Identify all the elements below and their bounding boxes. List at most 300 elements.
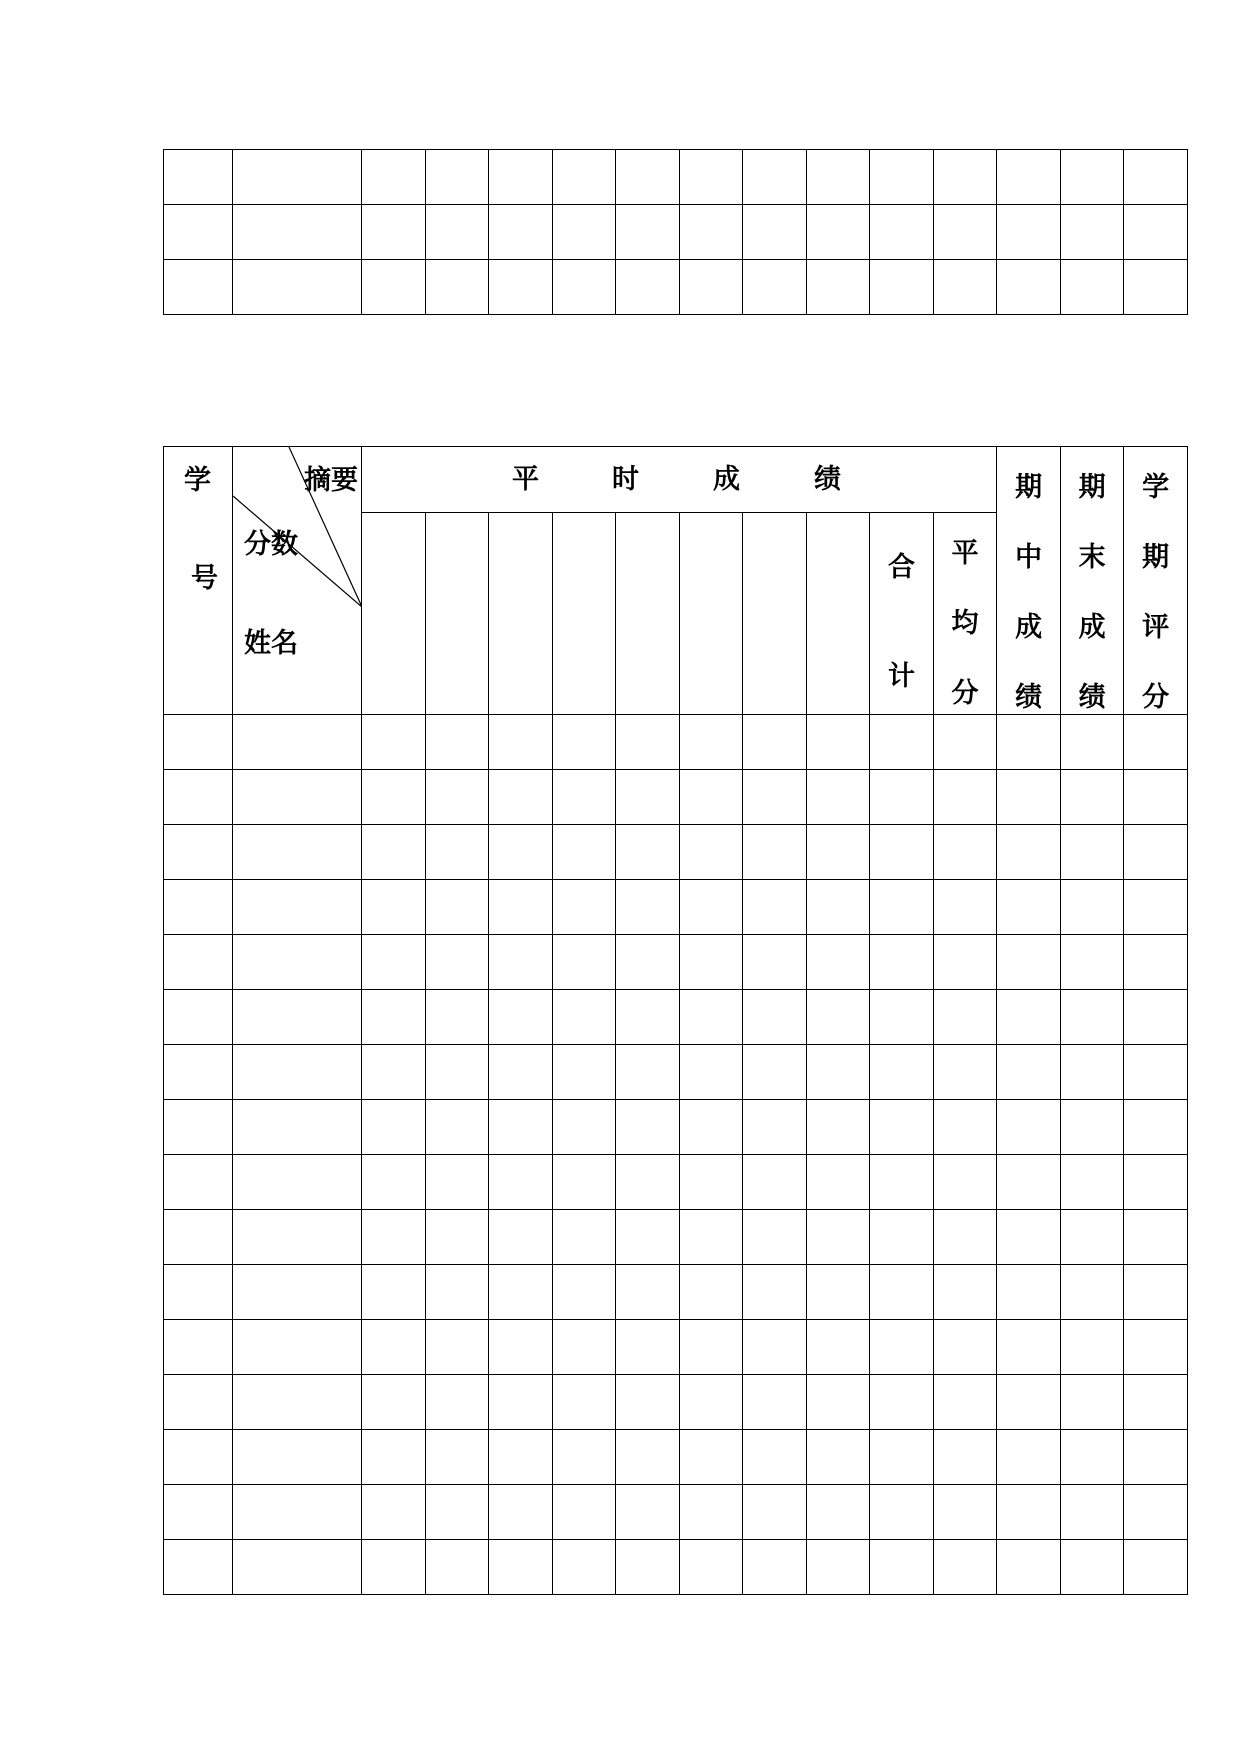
table-cell[interactable] [680, 715, 743, 770]
table-cell[interactable] [1124, 990, 1188, 1045]
table-cell[interactable] [934, 1430, 997, 1485]
table-cell[interactable] [743, 205, 807, 260]
table-cell[interactable] [616, 1155, 680, 1210]
table-cell[interactable] [934, 1540, 997, 1595]
table-cell[interactable] [997, 825, 1061, 880]
table-row [164, 990, 1188, 1045]
table-cell[interactable] [934, 825, 997, 880]
table-row [164, 205, 1188, 260]
table-cell[interactable] [1124, 1045, 1188, 1100]
table-cell[interactable] [164, 1265, 233, 1320]
table-cell[interactable] [743, 1485, 807, 1540]
table-cell[interactable] [426, 880, 489, 935]
table-cell[interactable] [1061, 1430, 1124, 1485]
table-cell[interactable] [1124, 1375, 1188, 1430]
table-cell[interactable] [362, 825, 426, 880]
table-cell[interactable] [616, 1375, 680, 1430]
table-cell[interactable] [233, 715, 362, 770]
regular-score-col-3 [489, 513, 553, 715]
regular-score-col-5 [616, 513, 680, 715]
table-cell[interactable] [680, 1155, 743, 1210]
table-cell[interactable] [680, 825, 743, 880]
table-cell[interactable] [164, 1430, 233, 1485]
table-cell[interactable] [489, 935, 553, 990]
semester-char-2: 期 [1142, 542, 1170, 573]
table-cell[interactable] [1061, 1210, 1124, 1265]
table-cell[interactable] [680, 935, 743, 990]
table-cell[interactable] [233, 1045, 362, 1100]
table-cell[interactable] [870, 935, 934, 990]
table-cell[interactable] [870, 1045, 934, 1100]
table-cell[interactable] [870, 1485, 934, 1540]
table-cell[interactable] [1061, 150, 1124, 205]
table-cell[interactable] [489, 205, 553, 260]
table-cell[interactable] [233, 205, 362, 260]
table-row [164, 150, 1188, 205]
table-cell[interactable] [553, 205, 616, 260]
table-cell[interactable] [807, 770, 870, 825]
table-cell[interactable] [164, 1155, 233, 1210]
table-cell[interactable] [807, 1155, 870, 1210]
table-cell[interactable] [164, 770, 233, 825]
midterm-char-3: 成 [1015, 612, 1043, 643]
table-cell[interactable] [489, 260, 553, 315]
table-cell[interactable] [680, 260, 743, 315]
table-cell[interactable] [934, 150, 997, 205]
table-cell[interactable] [934, 880, 997, 935]
table-cell[interactable] [362, 935, 426, 990]
table-cell[interactable] [807, 1210, 870, 1265]
table-cell[interactable] [934, 1375, 997, 1430]
table-cell[interactable] [489, 150, 553, 205]
table-cell[interactable] [743, 1540, 807, 1595]
table-cell[interactable] [680, 205, 743, 260]
table-cell[interactable] [1061, 1265, 1124, 1320]
table-cell[interactable] [870, 1430, 934, 1485]
table-cell[interactable] [807, 1045, 870, 1100]
table-cell[interactable] [870, 715, 934, 770]
table-cell[interactable] [680, 1485, 743, 1540]
table-cell[interactable] [870, 990, 934, 1045]
table-cell[interactable] [164, 260, 233, 315]
semester-header [1124, 447, 1188, 715]
table-cell[interactable] [743, 1430, 807, 1485]
table-cell[interactable] [997, 1265, 1061, 1320]
table-cell[interactable] [489, 1375, 553, 1430]
table-cell[interactable] [807, 715, 870, 770]
table-cell[interactable] [1124, 260, 1188, 315]
table-cell[interactable] [743, 1045, 807, 1100]
table-cell[interactable] [870, 1210, 934, 1265]
table-cell[interactable] [1061, 1100, 1124, 1155]
table-cell[interactable] [870, 825, 934, 880]
table-cell[interactable] [164, 880, 233, 935]
table-cell[interactable] [616, 1045, 680, 1100]
table-cell[interactable] [934, 1320, 997, 1375]
summary-label: 摘要 [304, 465, 358, 496]
table-cell[interactable] [164, 1540, 233, 1595]
table-cell[interactable] [997, 1100, 1061, 1155]
table-cell[interactable] [426, 825, 489, 880]
table-cell[interactable] [164, 1100, 233, 1155]
table-cell[interactable] [164, 1320, 233, 1375]
table-cell[interactable] [553, 770, 616, 825]
table-cell[interactable] [743, 1265, 807, 1320]
table-cell[interactable] [426, 715, 489, 770]
table-cell[interactable] [489, 1155, 553, 1210]
table-cell[interactable] [164, 1045, 233, 1100]
table-cell[interactable] [1124, 205, 1188, 260]
table-cell[interactable] [233, 1375, 362, 1430]
table-cell[interactable] [233, 880, 362, 935]
table-cell[interactable] [362, 150, 426, 205]
table-cell[interactable] [870, 1100, 934, 1155]
table-cell[interactable] [553, 1265, 616, 1320]
table-cell[interactable] [553, 1540, 616, 1595]
table-cell[interactable] [489, 1320, 553, 1375]
table-cell[interactable] [489, 1100, 553, 1155]
table-cell[interactable] [743, 935, 807, 990]
table-cell[interactable] [807, 260, 870, 315]
table-cell[interactable] [553, 825, 616, 880]
table-cell[interactable] [870, 205, 934, 260]
table-cell[interactable] [362, 1540, 426, 1595]
table-cell[interactable] [489, 1540, 553, 1595]
table-cell[interactable] [997, 1320, 1061, 1375]
table-cell[interactable] [1124, 770, 1188, 825]
table-cell[interactable] [807, 1320, 870, 1375]
table-cell[interactable] [870, 880, 934, 935]
table-cell[interactable] [807, 1485, 870, 1540]
table-cell[interactable] [164, 715, 233, 770]
table-cell[interactable] [743, 1210, 807, 1265]
table-cell[interactable] [997, 1375, 1061, 1430]
table-cell[interactable] [426, 935, 489, 990]
table-cell[interactable] [426, 260, 489, 315]
table-cell[interactable] [934, 1265, 997, 1320]
table-cell[interactable] [997, 715, 1061, 770]
table-cell[interactable] [616, 1320, 680, 1375]
table-cell[interactable] [553, 1210, 616, 1265]
table-cell[interactable] [807, 990, 870, 1045]
table-cell[interactable] [489, 1430, 553, 1485]
table-cell[interactable] [1061, 880, 1124, 935]
table-cell[interactable] [1124, 1265, 1188, 1320]
table-cell[interactable] [553, 260, 616, 315]
table-cell[interactable] [934, 990, 997, 1045]
table-cell[interactable] [362, 260, 426, 315]
table-cell[interactable] [680, 1540, 743, 1595]
table-cell[interactable] [743, 1375, 807, 1430]
table-cell[interactable] [553, 1045, 616, 1100]
table-cell[interactable] [743, 715, 807, 770]
table-cell[interactable] [1061, 715, 1124, 770]
table-cell[interactable] [807, 1375, 870, 1430]
table-cell[interactable] [164, 1375, 233, 1430]
table-cell[interactable] [934, 1045, 997, 1100]
table-cell[interactable] [743, 990, 807, 1045]
table-cell[interactable] [1124, 1155, 1188, 1210]
table-cell[interactable] [680, 1430, 743, 1485]
table-cell[interactable] [870, 1155, 934, 1210]
table-cell[interactable] [233, 1155, 362, 1210]
table-cell[interactable] [1124, 715, 1188, 770]
table-cell[interactable] [997, 150, 1061, 205]
table-cell[interactable] [807, 205, 870, 260]
diagonal-header-cell [233, 447, 362, 715]
table-cell[interactable] [934, 1210, 997, 1265]
table-cell[interactable] [1061, 260, 1124, 315]
table-cell[interactable] [489, 1045, 553, 1100]
table-cell[interactable] [743, 1320, 807, 1375]
table-cell[interactable] [362, 1430, 426, 1485]
table-cell[interactable] [1124, 1100, 1188, 1155]
table-cell[interactable] [362, 1485, 426, 1540]
table-cell[interactable] [362, 1265, 426, 1320]
table-cell[interactable] [362, 205, 426, 260]
table-cell[interactable] [870, 1320, 934, 1375]
table-cell[interactable] [553, 1485, 616, 1540]
table-cell[interactable] [870, 260, 934, 315]
table-cell[interactable] [1061, 1375, 1124, 1430]
table-cell[interactable] [1124, 825, 1188, 880]
regular-score-col-2 [426, 513, 489, 715]
table-cell[interactable] [807, 880, 870, 935]
table-cell[interactable] [616, 1210, 680, 1265]
table-cell[interactable] [680, 1210, 743, 1265]
table-cell[interactable] [1061, 1540, 1124, 1595]
table-cell[interactable] [997, 260, 1061, 315]
table-cell[interactable] [362, 990, 426, 1045]
table-cell[interactable] [553, 1320, 616, 1375]
table-cell[interactable] [680, 1375, 743, 1430]
table-cell[interactable] [616, 770, 680, 825]
table-cell[interactable] [362, 1045, 426, 1100]
table-cell[interactable] [1124, 935, 1188, 990]
table-cell[interactable] [680, 1320, 743, 1375]
table-cell[interactable] [553, 1430, 616, 1485]
table-cell[interactable] [164, 1210, 233, 1265]
table-cell[interactable] [807, 1265, 870, 1320]
table-cell[interactable] [553, 150, 616, 205]
table-cell[interactable] [616, 825, 680, 880]
table-cell[interactable] [1124, 1430, 1188, 1485]
table-cell[interactable] [553, 990, 616, 1045]
regular-score-col-4 [553, 513, 616, 715]
table-cell[interactable] [426, 1210, 489, 1265]
table-cell[interactable] [997, 1540, 1061, 1595]
table-cell[interactable] [1061, 1485, 1124, 1540]
table-cell[interactable] [616, 1485, 680, 1540]
table-cell[interactable] [680, 1100, 743, 1155]
table-cell[interactable] [362, 1210, 426, 1265]
table-cell[interactable] [934, 715, 997, 770]
table-cell[interactable] [934, 260, 997, 315]
table-cell[interactable] [680, 880, 743, 935]
table-cell[interactable] [426, 990, 489, 1045]
table-cell[interactable] [553, 1155, 616, 1210]
table-cell[interactable] [997, 880, 1061, 935]
table-cell[interactable] [616, 715, 680, 770]
table-cell[interactable] [489, 880, 553, 935]
table-cell[interactable] [489, 1265, 553, 1320]
table-cell[interactable] [616, 935, 680, 990]
table-cell[interactable] [233, 825, 362, 880]
table-cell[interactable] [164, 205, 233, 260]
table-cell[interactable] [426, 1265, 489, 1320]
table-cell[interactable] [233, 770, 362, 825]
table-cell[interactable] [616, 205, 680, 260]
table-cell[interactable] [362, 715, 426, 770]
table-cell[interactable] [934, 1100, 997, 1155]
table-cell[interactable] [870, 770, 934, 825]
table-cell[interactable] [1061, 1155, 1124, 1210]
table-cell[interactable] [164, 825, 233, 880]
table-cell[interactable] [680, 990, 743, 1045]
table-cell[interactable] [616, 880, 680, 935]
table-cell[interactable] [616, 1540, 680, 1595]
table-cell[interactable] [997, 770, 1061, 825]
table-cell[interactable] [616, 990, 680, 1045]
table-cell[interactable] [426, 1540, 489, 1595]
table-cell[interactable] [489, 770, 553, 825]
table-cell[interactable] [680, 1045, 743, 1100]
table-cell[interactable] [807, 1540, 870, 1595]
table-cell[interactable] [997, 1485, 1061, 1540]
table-cell[interactable] [680, 770, 743, 825]
table-cell[interactable] [233, 1430, 362, 1485]
table-cell[interactable] [997, 1210, 1061, 1265]
table-cell[interactable] [616, 1265, 680, 1320]
table-cell[interactable] [1061, 990, 1124, 1045]
table-cell[interactable] [743, 825, 807, 880]
table-cell[interactable] [1124, 1485, 1188, 1540]
table-cell[interactable] [233, 150, 362, 205]
table-cell[interactable] [426, 770, 489, 825]
table-cell[interactable] [489, 1485, 553, 1540]
table-cell[interactable] [743, 770, 807, 825]
table-cell[interactable] [233, 1100, 362, 1155]
table-cell[interactable] [553, 1375, 616, 1430]
table-cell[interactable] [1061, 935, 1124, 990]
table-cell[interactable] [164, 1485, 233, 1540]
table-cell[interactable] [362, 880, 426, 935]
table-cell[interactable] [426, 1155, 489, 1210]
table-cell[interactable] [426, 1375, 489, 1430]
table-cell[interactable] [934, 770, 997, 825]
table-cell[interactable] [1124, 150, 1188, 205]
table-cell[interactable] [807, 150, 870, 205]
table-cell[interactable] [164, 150, 233, 205]
table-cell[interactable] [362, 1320, 426, 1375]
table-cell[interactable] [616, 260, 680, 315]
table-cell[interactable] [1061, 770, 1124, 825]
table-cell[interactable] [1124, 1540, 1188, 1595]
table-cell[interactable] [553, 715, 616, 770]
table-cell[interactable] [1061, 825, 1124, 880]
table-cell[interactable] [362, 770, 426, 825]
table-cell[interactable] [1061, 1045, 1124, 1100]
table-cell[interactable] [489, 715, 553, 770]
table-cell[interactable] [489, 1210, 553, 1265]
table-cell[interactable] [1124, 1320, 1188, 1375]
table-cell[interactable] [616, 1100, 680, 1155]
table-cell[interactable] [233, 260, 362, 315]
table-cell[interactable] [870, 1375, 934, 1430]
table-cell[interactable] [743, 260, 807, 315]
table-cell[interactable] [362, 1155, 426, 1210]
table-cell[interactable] [807, 1430, 870, 1485]
table-cell[interactable] [1124, 1210, 1188, 1265]
table-cell[interactable] [233, 1265, 362, 1320]
top-table-body [164, 150, 1188, 315]
table-cell[interactable] [616, 150, 680, 205]
table-cell[interactable] [807, 825, 870, 880]
table-cell[interactable] [616, 1430, 680, 1485]
table-cell[interactable] [164, 935, 233, 990]
grade-table-header [164, 447, 1188, 715]
table-cell[interactable] [426, 1100, 489, 1155]
table-cell[interactable] [934, 935, 997, 990]
table-cell[interactable] [233, 990, 362, 1045]
table-cell[interactable] [233, 1540, 362, 1595]
table-cell[interactable] [870, 1265, 934, 1320]
table-cell[interactable] [426, 1320, 489, 1375]
table-cell[interactable] [997, 1430, 1061, 1485]
table-cell[interactable] [934, 1155, 997, 1210]
table-cell[interactable] [997, 1155, 1061, 1210]
table-cell[interactable] [934, 1485, 997, 1540]
table-cell[interactable] [870, 1540, 934, 1595]
table-cell[interactable] [233, 935, 362, 990]
table-cell[interactable] [489, 990, 553, 1045]
table-cell[interactable] [426, 150, 489, 205]
table-cell[interactable] [426, 205, 489, 260]
table-cell[interactable] [807, 1100, 870, 1155]
table-cell[interactable] [807, 935, 870, 990]
table-cell[interactable] [743, 150, 807, 205]
table-cell[interactable] [489, 825, 553, 880]
table-cell[interactable] [997, 990, 1061, 1045]
table-cell[interactable] [426, 1485, 489, 1540]
table-cell[interactable] [426, 1045, 489, 1100]
table-cell[interactable] [362, 1100, 426, 1155]
final-char-2: 末 [1078, 542, 1106, 573]
table-cell[interactable] [743, 1100, 807, 1155]
table-cell[interactable] [164, 990, 233, 1045]
table-cell[interactable] [997, 935, 1061, 990]
table-cell[interactable] [1124, 880, 1188, 935]
table-cell[interactable] [233, 1320, 362, 1375]
table-cell[interactable] [1061, 1320, 1124, 1375]
table-cell[interactable] [1061, 205, 1124, 260]
table-cell[interactable] [233, 1210, 362, 1265]
table-cell[interactable] [997, 1045, 1061, 1100]
table-cell[interactable] [426, 1430, 489, 1485]
table-cell[interactable] [362, 1375, 426, 1430]
table-cell[interactable] [553, 935, 616, 990]
table-cell[interactable] [997, 205, 1061, 260]
table-cell[interactable] [233, 1485, 362, 1540]
table-cell[interactable] [680, 1265, 743, 1320]
table-cell[interactable] [743, 880, 807, 935]
table-cell[interactable] [870, 150, 934, 205]
table-cell[interactable] [934, 205, 997, 260]
table-cell[interactable] [743, 1155, 807, 1210]
table-cell[interactable] [553, 880, 616, 935]
table-cell[interactable] [680, 150, 743, 205]
table-cell[interactable] [553, 1100, 616, 1155]
